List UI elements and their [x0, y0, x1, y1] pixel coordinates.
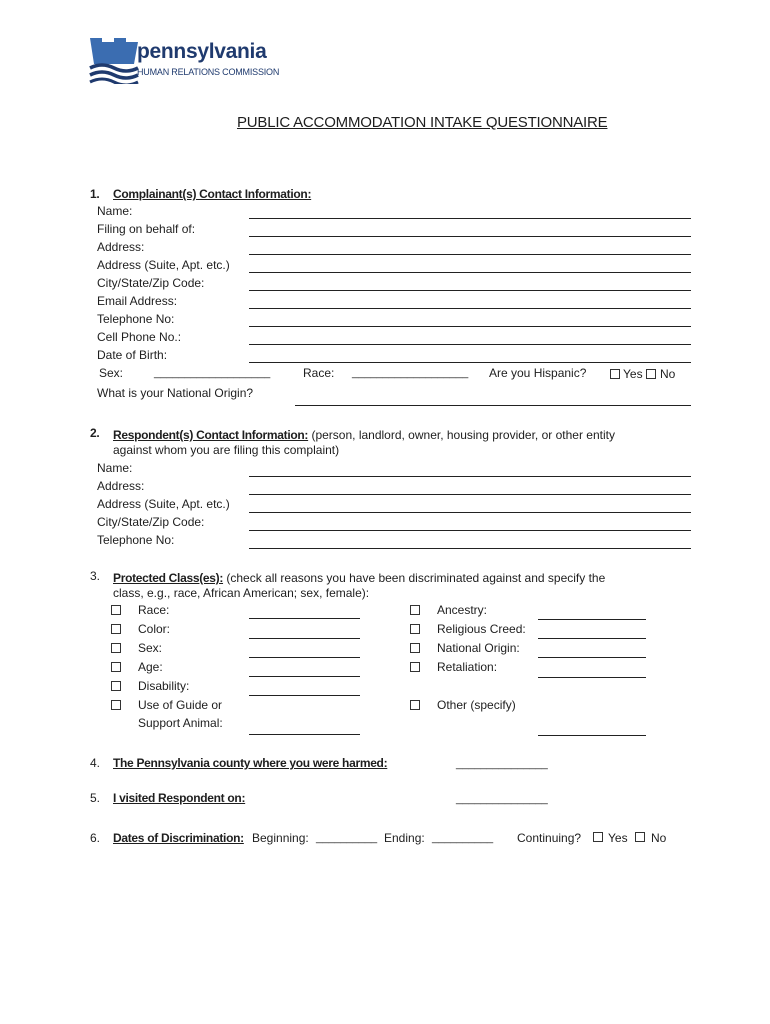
s3-age-label: Age:	[138, 660, 163, 674]
s1-label-behalf: Filing on behalf of:	[97, 222, 196, 236]
s3-retaliation-label: Retaliation:	[437, 660, 498, 674]
s3-national-origin-checkbox[interactable]	[410, 643, 420, 653]
s1-label-email: Email Address:	[97, 294, 178, 308]
s2-label-city: City/State/Zip Code:	[97, 515, 205, 529]
s3-number: 3.	[90, 569, 101, 583]
s3-religious-field[interactable]	[538, 638, 646, 639]
s6-continuing-label: Continuing?	[517, 831, 582, 845]
s1-label-address: Address:	[97, 240, 145, 254]
s5-number: 5.	[90, 791, 101, 805]
s3-desc-1: (check all reasons you have been discriminated against and specify the	[223, 571, 606, 585]
s3-disability-label: Disability:	[138, 679, 190, 693]
s2-field-city[interactable]	[249, 530, 691, 531]
s1-field-dob[interactable]	[249, 362, 691, 363]
s6-continuing-yes-checkbox[interactable]	[593, 832, 603, 842]
s1-field-telephone[interactable]	[249, 326, 691, 327]
s6-beginning-field[interactable]: __________	[316, 832, 378, 844]
s1-label-telephone: Telephone No:	[97, 312, 175, 326]
s6-continuing-no-label: No	[651, 831, 667, 845]
s5-label: I visited Respondent on:	[113, 791, 246, 805]
s1-field-behalf[interactable]	[249, 236, 691, 237]
s3-guide-animal-field[interactable]	[249, 734, 360, 735]
s1-field-name[interactable]	[249, 218, 691, 219]
s3-sex-field[interactable]	[249, 657, 360, 658]
s2-number: 2.	[90, 426, 100, 440]
s3-color-field[interactable]	[249, 638, 360, 639]
s3-guide-animal-label-2: Support Animal:	[138, 716, 223, 730]
s1-hispanic-yes-label: Yes	[623, 367, 643, 381]
s2-field-name[interactable]	[249, 476, 691, 477]
s2-label-telephone: Telephone No:	[97, 533, 175, 547]
s4-label: The Pennsylvania county where you were harmed:	[113, 756, 388, 770]
s1-field-cell[interactable]	[249, 344, 691, 345]
s3-other-checkbox[interactable]	[410, 700, 420, 710]
s2-desc-2: against whom you are filing this complaint)	[113, 443, 340, 457]
logo-name: pennsylvania	[137, 40, 267, 63]
s3-other-label: Other (specify)	[437, 698, 516, 712]
s1-field-sex[interactable]: ___________________	[154, 367, 271, 379]
s6-continuing-no-checkbox[interactable]	[635, 832, 645, 842]
s3-ancestry-label: Ancestry:	[437, 603, 488, 617]
s1-field-race[interactable]: ___________________	[352, 367, 469, 379]
s3-age-field[interactable]	[249, 676, 360, 677]
s2-label-suite: Address (Suite, Apt. etc.)	[97, 497, 230, 511]
s2-heading-line	[113, 426, 615, 444]
s3-heading: Protected Class(es):	[113, 571, 224, 585]
s1-hispanic-yes-checkbox[interactable]	[610, 369, 620, 379]
s2-field-suite[interactable]	[249, 512, 691, 513]
s3-race-label: Race:	[138, 603, 170, 617]
s2-field-telephone[interactable]	[249, 548, 691, 549]
s3-religious-label: Religious Creed:	[437, 622, 526, 636]
s3-guide-animal-checkbox[interactable]	[111, 700, 121, 710]
s1-field-city[interactable]	[249, 290, 691, 291]
s6-label: Dates of Discrimination:	[113, 831, 244, 845]
s1-field-email[interactable]	[249, 308, 691, 309]
s6-continuing-yes-label: Yes	[608, 831, 628, 845]
s1-label-name: Name:	[97, 204, 133, 218]
s1-hispanic-no-label: No	[660, 367, 676, 381]
s3-retaliation-checkbox[interactable]	[410, 662, 420, 672]
s3-ancestry-checkbox[interactable]	[410, 605, 420, 615]
s1-label-hispanic: Are you Hispanic?	[489, 366, 587, 380]
s1-label-cell: Cell Phone No.:	[97, 330, 182, 344]
s3-heading-line	[113, 569, 605, 587]
s1-label-race: Race:	[303, 366, 335, 380]
logo-subtitle: HUMAN RELATIONS COMMISSION	[137, 67, 280, 77]
s1-field-suite[interactable]	[249, 272, 691, 273]
s3-desc-2: class, e.g., race, African American; sex, female):	[113, 586, 370, 600]
s3-national-origin-label: National Origin:	[437, 641, 520, 655]
s2-desc-1: (person, landlord, owner, housing provider, or other entity	[308, 428, 615, 442]
s1-hispanic-no-checkbox[interactable]	[646, 369, 656, 379]
s1-field-address[interactable]	[249, 254, 691, 255]
s1-label-city: City/State/Zip Code:	[97, 276, 205, 290]
s3-disability-field[interactable]	[249, 695, 360, 696]
page-title: PUBLIC ACCOMMODATION INTAKE QUESTIONNAIRE	[237, 114, 608, 131]
s1-heading: Complainant(s) Contact Information:	[113, 187, 312, 201]
keystone-logo-icon	[88, 38, 140, 84]
s3-retaliation-field[interactable]	[538, 677, 646, 678]
s3-age-checkbox[interactable]	[111, 662, 121, 672]
s2-label-name: Name:	[97, 461, 133, 475]
s4-number: 4.	[90, 756, 101, 770]
s6-beginning-label: Beginning:	[252, 831, 309, 845]
s3-sex-checkbox[interactable]	[111, 643, 121, 653]
s2-heading: Respondent(s) Contact Information:	[113, 428, 309, 442]
s4-field[interactable]: _______________	[456, 758, 548, 770]
s1-field-origin[interactable]	[295, 405, 691, 406]
s6-number: 6.	[90, 831, 101, 845]
s1-number: 1.	[90, 187, 100, 201]
s3-color-checkbox[interactable]	[111, 624, 121, 634]
s3-race-field[interactable]	[249, 618, 360, 619]
s2-field-address[interactable]	[249, 494, 691, 495]
s3-guide-animal-label: Use of Guide or	[138, 698, 223, 712]
s1-label-suite: Address (Suite, Apt. etc.)	[97, 258, 230, 272]
s3-religious-checkbox[interactable]	[410, 624, 420, 634]
s2-label-address: Address:	[97, 479, 145, 493]
s3-ancestry-field[interactable]	[538, 619, 646, 620]
s1-label-sex: Sex:	[99, 366, 124, 380]
s3-national-origin-field[interactable]	[538, 657, 646, 658]
s5-field[interactable]: _______________	[456, 793, 548, 805]
s1-label-origin: What is your National Origin?	[97, 386, 254, 400]
s3-sex-label: Sex:	[138, 641, 163, 655]
s3-race-checkbox[interactable]	[111, 605, 121, 615]
s3-disability-checkbox[interactable]	[111, 681, 121, 691]
s3-other-field[interactable]	[538, 735, 646, 736]
s3-color-label: Color:	[138, 622, 171, 636]
s1-label-dob: Date of Birth:	[97, 348, 168, 362]
s6-ending-field[interactable]: __________	[432, 832, 494, 844]
s6-ending-label: Ending:	[384, 831, 425, 845]
